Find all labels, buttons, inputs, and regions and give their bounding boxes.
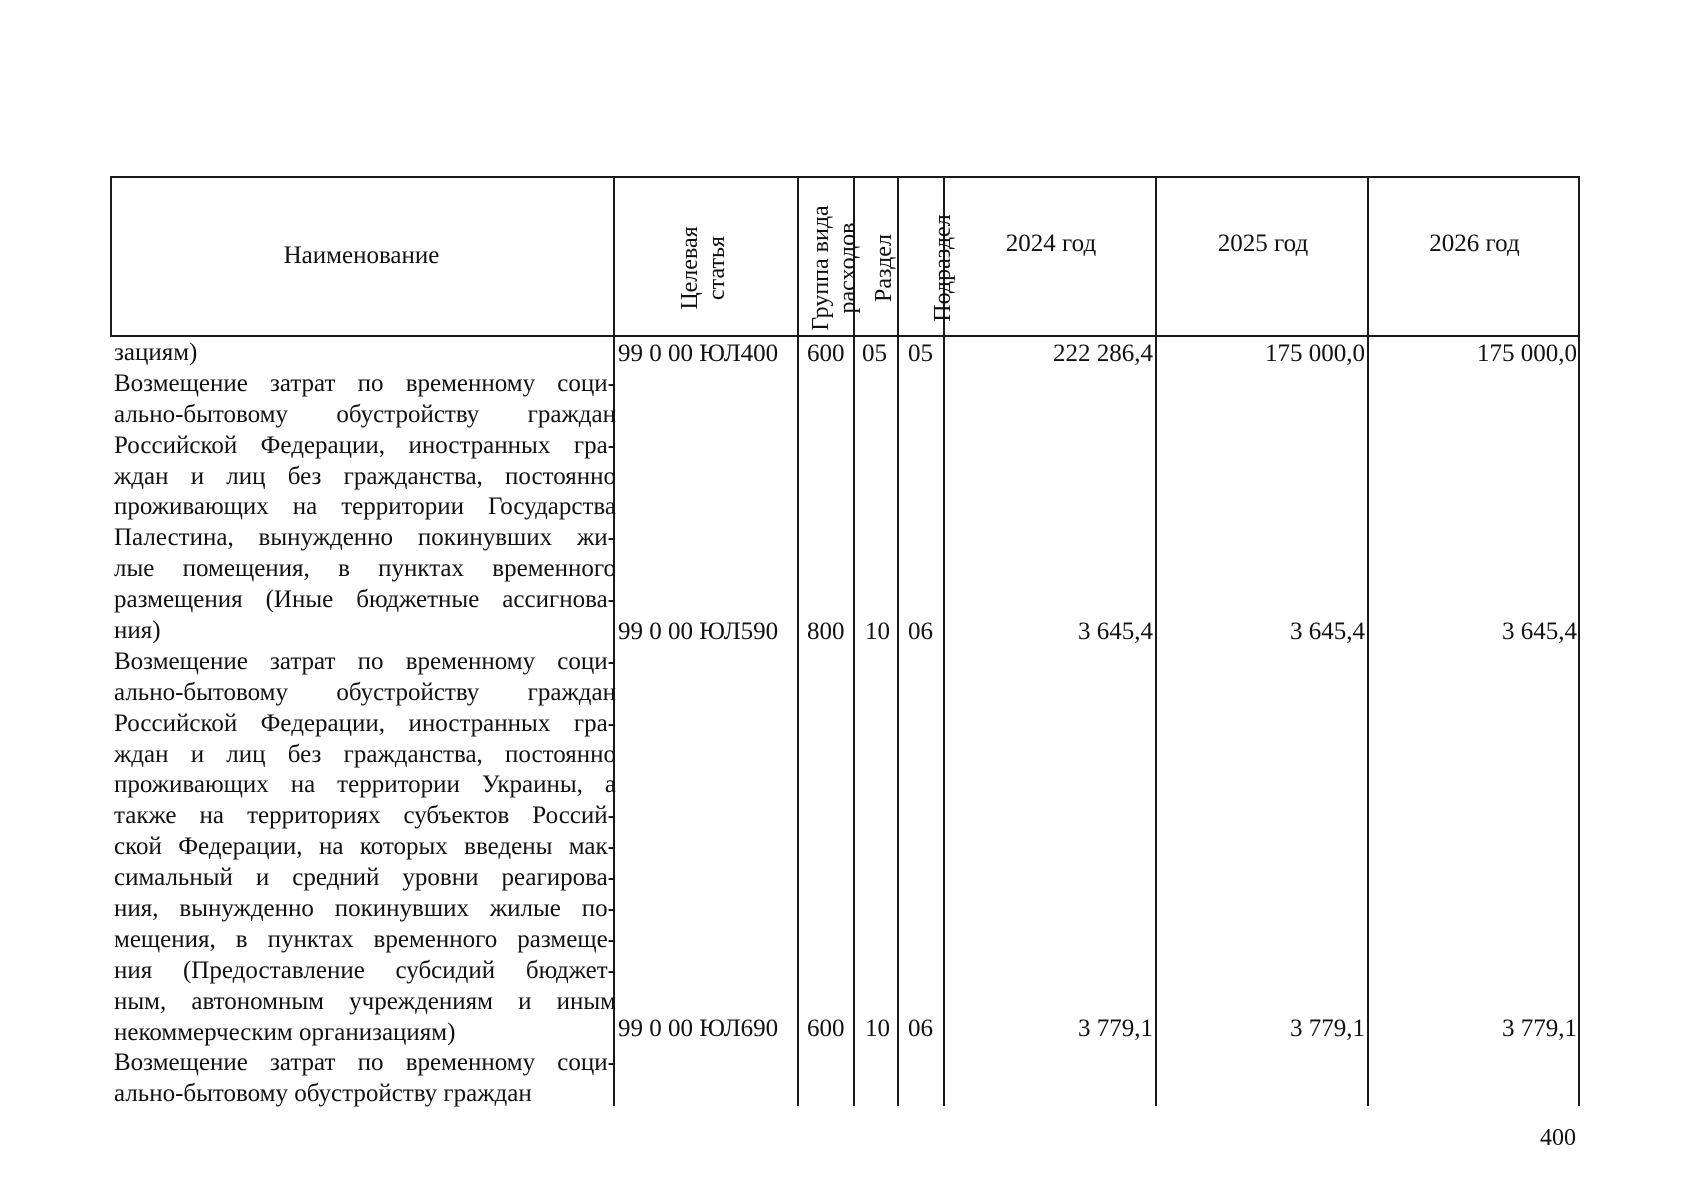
- row3-2026: 3 779,1: [1502, 1015, 1577, 1042]
- row2-2025: 3 645,4: [1290, 618, 1365, 645]
- row2-group: 800: [807, 618, 845, 645]
- name-line: симальный и средний уровни реагирова-: [114, 864, 616, 892]
- row2-2026: 3 645,4: [1502, 618, 1577, 645]
- header-year-2025: 2025 год: [1217, 230, 1309, 257]
- name-line: Возмещение затрат по временному соци-: [114, 647, 616, 675]
- name-line: ально-бытовому обустройству граждан: [114, 678, 616, 706]
- row2-subsection: 06: [908, 618, 933, 645]
- name-line: ально-бытовому обустройству граждан: [114, 400, 616, 428]
- row3-group: 600: [807, 1015, 845, 1042]
- header-group: Группа вида расходов: [808, 205, 861, 331]
- row1-subsection: 05: [908, 340, 933, 367]
- row1-2025: 175 000,0: [1265, 340, 1365, 367]
- name-line: лые помещения, в пунктах временного: [114, 555, 616, 583]
- name-line: Возмещение затрат по временному соци-: [114, 369, 616, 397]
- row3-subsection: 06: [908, 1015, 933, 1042]
- name-line: ния (Предоставление субсидий бюджет-: [114, 956, 616, 984]
- row3-section: 10: [865, 1015, 890, 1042]
- col-border-target: [797, 176, 799, 1106]
- row3-target: 99 0 00 ЮЛ690: [618, 1015, 779, 1042]
- col-border-2025: [1367, 176, 1369, 1106]
- name-line: некоммерческим организациям): [114, 1018, 456, 1046]
- name-column-text: [114, 338, 616, 1110]
- row2-section: 10: [865, 618, 890, 645]
- row2-2024: 3 645,4: [1078, 618, 1153, 645]
- header-year-2024: 2024 год: [1005, 230, 1097, 257]
- row1-group: 600: [807, 340, 845, 367]
- table-top-border: [110, 176, 1580, 178]
- header-section: Раздел: [871, 234, 897, 302]
- name-line: также на территориях субъектов Россий-: [114, 802, 616, 830]
- name-line: ждан и лиц без гражданства, постоянно: [114, 462, 616, 490]
- name-line: ально-бытовому обустройству граждан: [114, 1080, 532, 1108]
- page-number: 400: [1540, 1125, 1576, 1151]
- name-line: ния, вынужденно покинувших жилые по-: [114, 895, 616, 923]
- name-line: ждан и лиц без гражданства, постоянно: [114, 740, 616, 768]
- budget-table: [110, 176, 1580, 1106]
- row2-target: 99 0 00 ЮЛ590: [618, 618, 779, 645]
- col-border-right: [1578, 176, 1580, 1106]
- header-target: Целевая статья: [677, 226, 730, 310]
- name-line: Российской Федерации, иностранных гра-: [114, 709, 616, 737]
- row3-2025: 3 779,1: [1290, 1015, 1365, 1042]
- row1-target: 99 0 00 ЮЛ400: [618, 340, 779, 367]
- name-line: ской Федерации, на которых введены мак-: [114, 833, 616, 861]
- name-line: проживающих на территории Государства: [114, 493, 616, 521]
- row1-2024: 222 286,4: [1053, 340, 1153, 367]
- name-line: ния): [114, 617, 161, 645]
- name-line: зациям): [114, 339, 198, 366]
- name-line: размещения (Иные бюджетные ассигнова-: [114, 586, 616, 614]
- name-line: проживающих на территории Украины, а: [114, 771, 616, 799]
- name-line: ным, автономным учреждениям и иным: [114, 987, 616, 1015]
- row1-section: 05: [862, 340, 887, 367]
- header-subsection: Подраздел: [930, 214, 956, 322]
- header-name: Наименование: [283, 242, 440, 269]
- row1-2026: 175 000,0: [1477, 340, 1577, 367]
- name-line: Российской Федерации, иностранных гра-: [114, 431, 616, 459]
- col-border-2024: [1155, 176, 1157, 1106]
- name-line: мещения, в пунктах временного размеще-: [114, 925, 616, 953]
- name-line: Возмещение затрат по временному соци-: [114, 1049, 616, 1077]
- header-year-2026: 2026 год: [1429, 230, 1520, 257]
- row3-2024: 3 779,1: [1078, 1015, 1153, 1042]
- name-line: Палестина, вынужденно покинувших жи-: [114, 524, 616, 552]
